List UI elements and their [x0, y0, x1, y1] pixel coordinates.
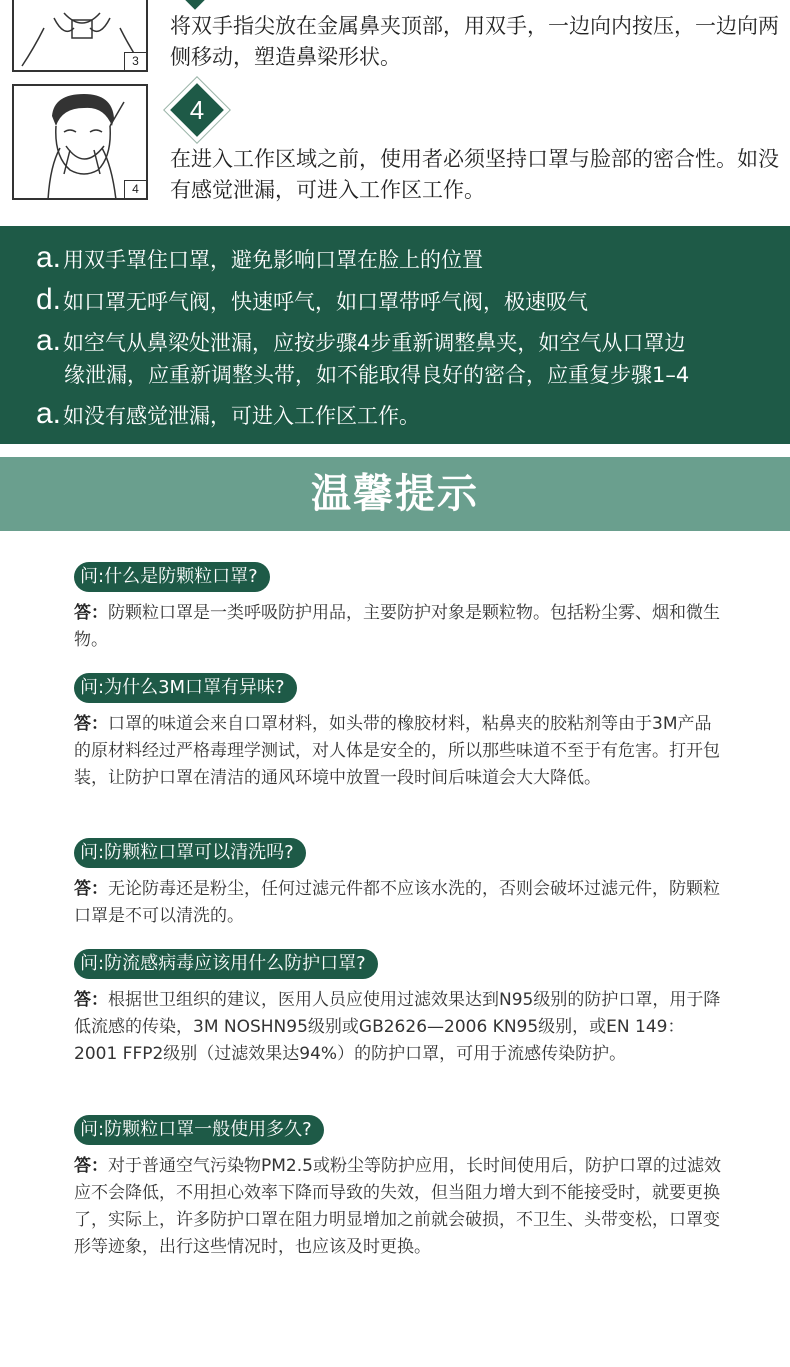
check-text: 如没有感觉泄漏，可进入工作区工作。	[63, 404, 421, 428]
tips-banner	[0, 457, 790, 531]
faq-question: 问:防颗粒口罩一般使用多久?	[74, 1115, 324, 1145]
faq-answer	[74, 1153, 724, 1261]
step4-illustration	[12, 84, 148, 200]
faq-item	[74, 673, 724, 792]
answer-text: 防颗粒口罩是一类呼吸防护用品，主要防护对象是颗粒物。包括粉尘雾、烟和微生物。	[74, 603, 720, 650]
figure-number: 3	[124, 52, 146, 70]
check-line-2	[36, 284, 588, 318]
faq-question: 问:什么是防颗粒口罩?	[74, 562, 270, 592]
check-letter: a.	[36, 397, 62, 430]
check-text: 用双手罩住口罩，避免影响口罩在脸上的位置	[63, 248, 484, 272]
faq-item	[74, 838, 724, 930]
answer-label: 答：	[74, 714, 108, 734]
faq-item	[74, 1115, 724, 1261]
faq-question: 问:防颗粒口罩可以清洗吗?	[74, 838, 306, 868]
check-letter: a.	[36, 324, 62, 357]
step4-number: 4	[189, 95, 205, 125]
answer-text: 对于普通空气污染物PM2.5或粉尘等防护应用，长时间使用后，防护口罩的过滤效应不会降低，不用担心效率下降而导致的失效，但当阻力增大到不能接受时，就要更换了，实际上，许多防护口罩在阻力明显增加之前就会破损，不卫生、头带变松，口罩变形等迹象，出行这些情况时，也应该及时更换。	[74, 1156, 721, 1257]
figure-number: 4	[124, 180, 146, 198]
answer-text: 根据世卫组织的建议，医用人员应使用过滤效果达到N95级别的防护口罩，用于降低流感的传染，3M NOSHN95级别或GB2626—2006 KN95级别，或EN 149：2001 FFP2级别（过滤效果达94%）的防护口罩，可用于流感传染防护。	[74, 990, 721, 1064]
tips-title: 温馨提示	[311, 471, 479, 517]
answer-label: 答：	[74, 603, 108, 623]
faq-answer	[74, 987, 724, 1068]
answer-text: 口罩的味道会来自口罩材料，如头带的橡胶材料，粘鼻夹的胶粘剂等由于3M产品的原材料经过严格毒理学测试，对人体是安全的，所以那些味道不至于有危害。打开包装，让防护口罩在清洁的通风环境中放置一段时间后味道会大大降低。	[74, 714, 720, 788]
faq-answer	[74, 600, 724, 654]
answer-label: 答：	[74, 879, 108, 899]
faq-answer	[74, 876, 724, 930]
fit-check-instructions	[0, 226, 790, 444]
faq-question: 问:为什么3M口罩有异味?	[74, 673, 297, 703]
faq-question: 问:防流感病毒应该用什么防护口罩?	[74, 949, 378, 979]
step4-text: 在进入工作区域之前，使用者必须坚持口罩与脸部的密合性。如没有感觉泄漏，可进入工作区工作。	[170, 147, 779, 202]
answer-label: 答：	[74, 990, 108, 1010]
answer-text: 无论防毒还是粉尘，任何过滤元件都不应该水洗的，否则会破坏过滤元件，防颗粒口罩是不可以清洗的。	[74, 879, 720, 926]
check-line-3	[36, 325, 685, 359]
faq-item	[74, 949, 724, 1068]
check-line-4	[36, 398, 420, 432]
step3-text: 将双手指尖放在金属鼻夹顶部，用双手，一边向内按压，一边向两侧移动，塑造鼻梁形状。	[170, 14, 779, 69]
step3-illustration	[12, 0, 148, 72]
faq-answer	[74, 711, 724, 792]
check-letter: d.	[36, 283, 62, 316]
check-text: 如口罩无呼气阀，快速呼气，如口罩带呼气阀，极速吸气	[63, 290, 589, 314]
instruction-steps	[0, 0, 790, 226]
check-line-1	[36, 242, 483, 276]
answer-label: 答：	[74, 1156, 108, 1176]
step3-marker	[182, 0, 207, 10]
check-line-3-continued: 缘泄漏，应重新调整头带，如不能取得良好的密合，应重复步骤1–4	[64, 363, 690, 387]
faq-item	[74, 562, 724, 654]
check-letter: a.	[36, 241, 62, 274]
check-text: 如空气从鼻梁处泄漏，应按步骤4步重新调整鼻夹，如空气从口罩边	[63, 331, 686, 355]
